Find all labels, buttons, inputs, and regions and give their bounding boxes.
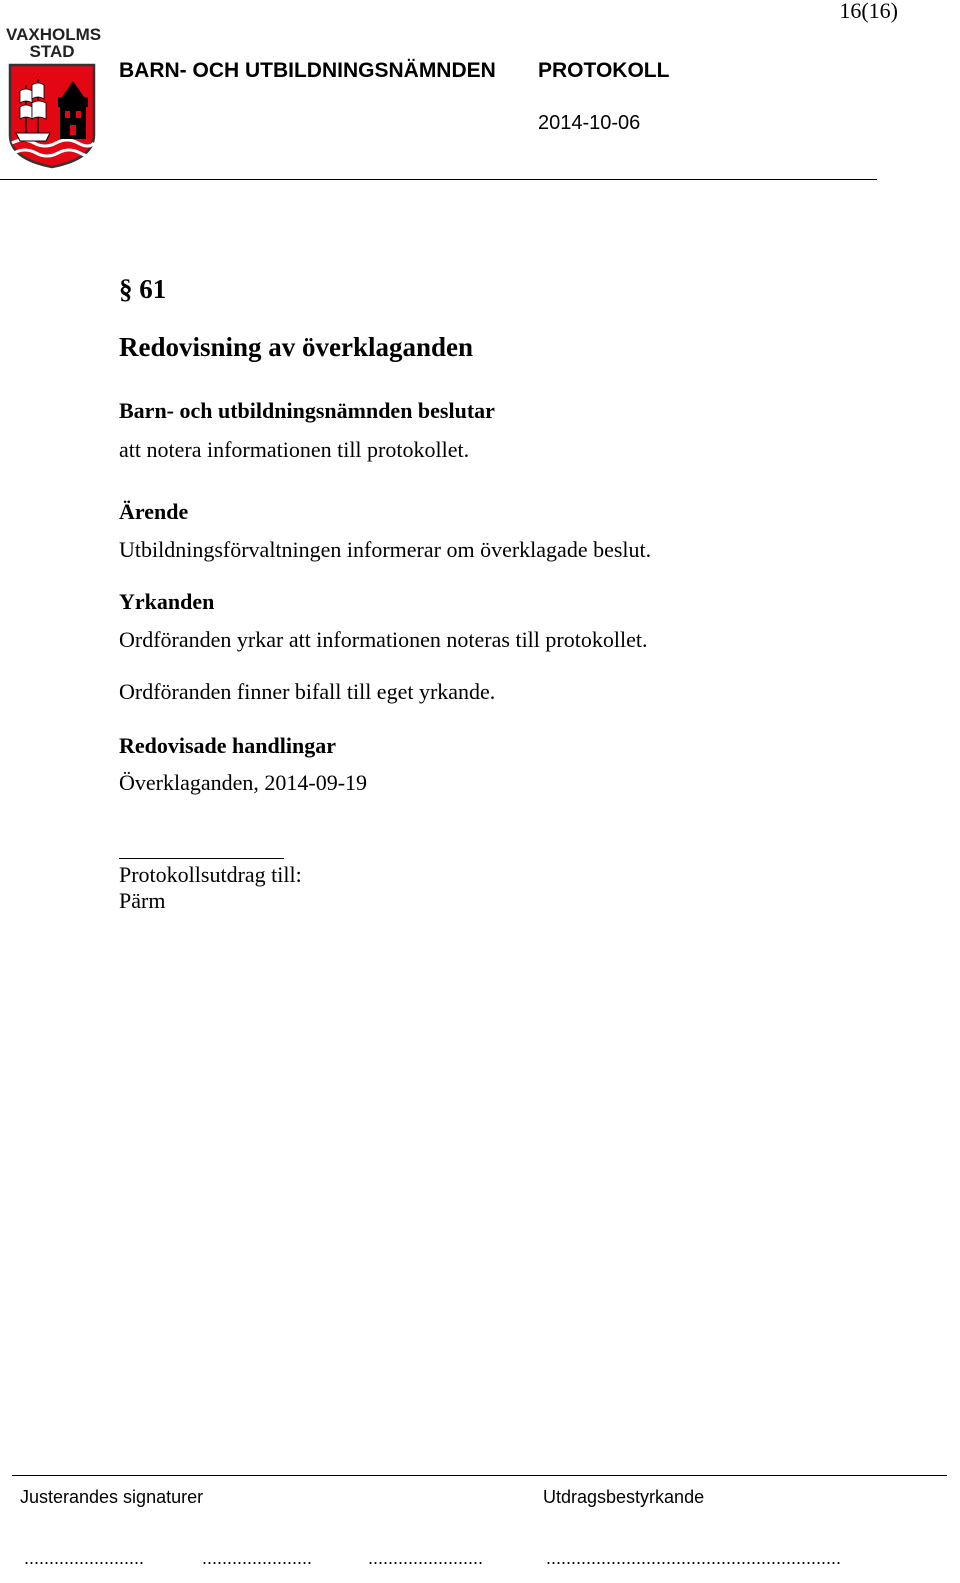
document-type: PROTOKOLL bbox=[538, 59, 670, 82]
logo-text-line1: VAXHOLMS bbox=[6, 25, 102, 44]
section-title: Redovisning av överklaganden bbox=[119, 332, 474, 362]
extract-divider bbox=[119, 858, 284, 859]
signature-dots-3: ....................... bbox=[368, 1548, 484, 1568]
extract-recipient: Pärm bbox=[119, 888, 166, 913]
motions-text-1: Ordföranden yrkar att informationen noteras till protokollet. bbox=[119, 627, 648, 652]
signatures-label: Justerandes signaturer bbox=[20, 1487, 204, 1507]
page-number: 16(16) bbox=[839, 0, 898, 23]
matter-heading: Ärende bbox=[119, 499, 189, 524]
matter-text: Utbildningsförvaltningen informerar om överklagade beslut. bbox=[119, 537, 652, 562]
document-date: 2014-10-06 bbox=[538, 112, 641, 134]
documents-heading: Redovisade handlingar bbox=[119, 733, 336, 758]
certification-dots: ........................................................... bbox=[546, 1548, 842, 1568]
decision-heading: Barn- och utbildningsnämnden beslutar bbox=[119, 398, 495, 423]
vaxholm-coat-of-arms-icon bbox=[8, 63, 96, 169]
extract-label: Protokollsutdrag till: bbox=[119, 862, 302, 887]
motions-text-2: Ordföranden finner bifall till eget yrkande. bbox=[119, 679, 496, 704]
signature-dots-2: ...................... bbox=[202, 1548, 313, 1568]
footer-divider bbox=[12, 1475, 947, 1476]
motions-heading: Yrkanden bbox=[119, 589, 215, 614]
logo-text-line2: STAD bbox=[29, 42, 75, 61]
committee-name: BARN- OCH UTBILDNINGSNÄMNDEN bbox=[119, 59, 496, 82]
signature-dots-1: ........................ bbox=[24, 1548, 145, 1568]
paragraph-number: § 61 bbox=[119, 274, 167, 304]
municipality-logo bbox=[6, 25, 102, 169]
extract-certification-label: Utdragsbestyrkande bbox=[543, 1487, 705, 1507]
documents-text: Överklaganden, 2014-09-19 bbox=[119, 770, 368, 795]
logo-text bbox=[6, 25, 102, 61]
decision-text: att notera informationen till protokollet. bbox=[119, 437, 470, 462]
header-divider bbox=[0, 179, 877, 180]
